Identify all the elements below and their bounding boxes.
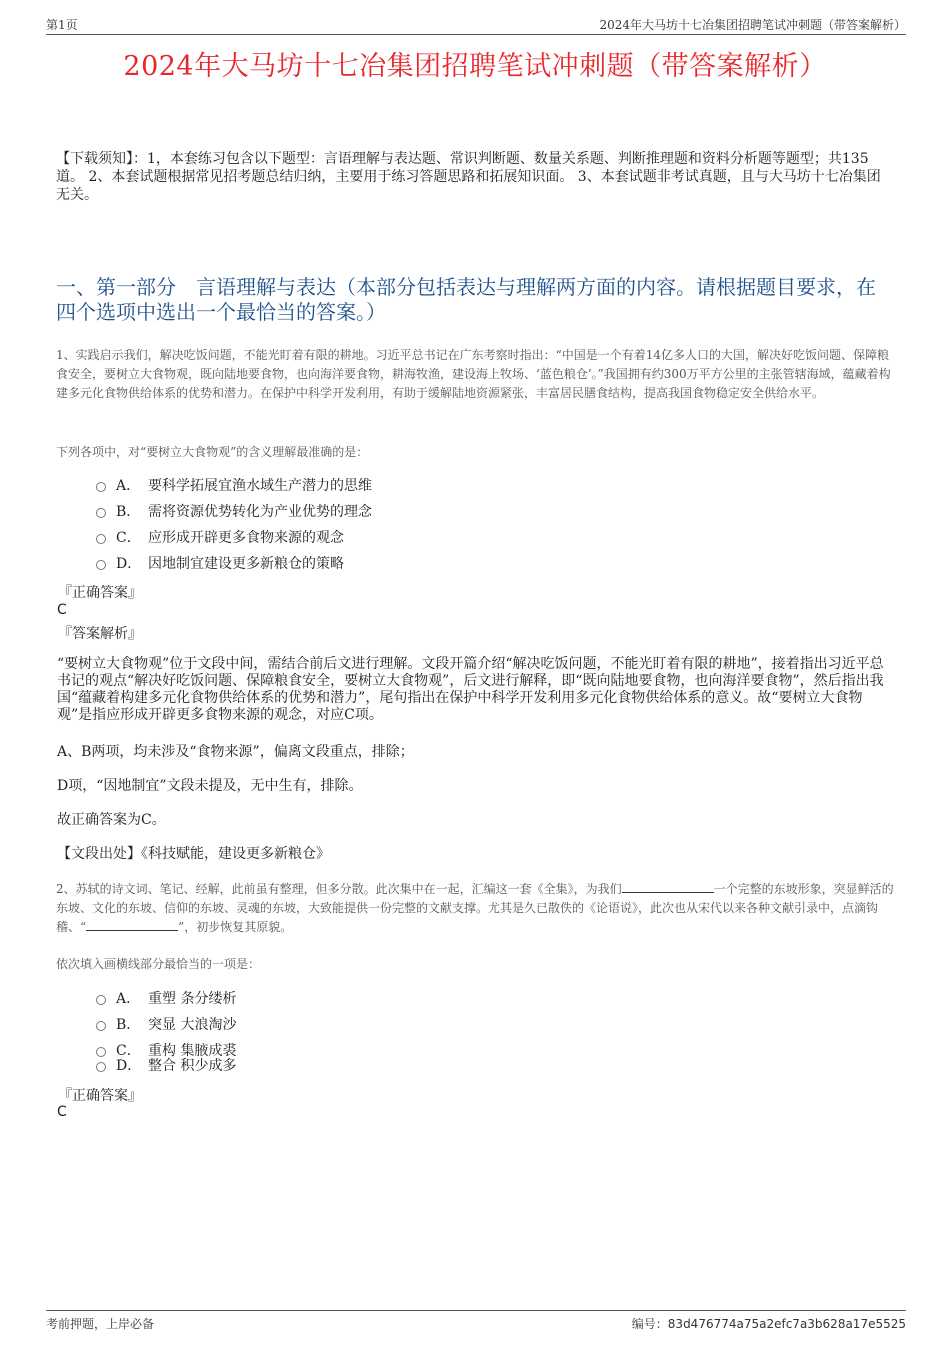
section-title: 一、第一部分 言语理解与表达（本部分包括表达与理解两方面的内容。请根据题目要求，在四个选项中选出一个最恰当的答案。） <box>56 275 876 324</box>
q2-option-d[interactable]: D． 整合 积少成多 <box>96 1056 236 1076</box>
q1-analysis-conclusion: 故正确答案为C。 <box>57 812 166 828</box>
q2-answer-label: 『正确答案』 <box>58 1088 142 1104</box>
page-footer <box>46 1310 906 1333</box>
q2-option-c[interactable]: C． 重构 集腋成裘 <box>96 1041 236 1061</box>
download-notice: 【下载须知】：1，本套练习包含以下题型：言语理解与表达题、常识判断题、数量关系题、判断推理题和资料分析题等题型；共135道。 2、本套试题根据常见招考题总结归纳，主要用于练习答题思路和拓展知识面。 3、本套试题非考试真题，且与大马坊十七冶集团无关。 <box>56 151 881 203</box>
radio-button[interactable] <box>96 560 106 570</box>
q2-option-a[interactable]: A． 重塑 条分缕析 <box>96 989 236 1009</box>
q1-analysis-ab: A、B两项，均未涉及“食物来源”，偏离文段重点，排除； <box>57 744 414 760</box>
page-header <box>46 14 906 35</box>
q1-option-b[interactable]: B． 需将资源优势转化为产业优势的理念 <box>96 502 372 522</box>
q2-passage: 2、苏轼的诗文词、笔记、经解，此前虽有整理，但多分散。此次集中在一起，汇编这一套《全集》，为我们 一个完整的东坡形象，突显鲜活的东坡、文化的东坡、信仰的东坡、灵魂的东坡，大致能提供一份完整的文献支撑。尤其是久已散佚的《论语说》，此次也从宋代以来各种文献引录中，点滴钩稽、“ ”，初步恢复其原貌。 <box>56 882 894 934</box>
radio-button[interactable] <box>96 1021 106 1031</box>
q1-option-a[interactable]: A． 要科学拓展宜渔水域生产潜力的思维 <box>96 476 372 496</box>
fill-blank-2 <box>86 918 178 931</box>
q1-option-c[interactable]: C． 应形成开辟更多食物来源的观念 <box>96 528 344 548</box>
footer-code: 编号：83d476774a75a2efc7a3b628a17e5525 <box>631 1317 906 1331</box>
q2-option-b[interactable]: B． 突显 大浪淘沙 <box>96 1015 236 1035</box>
q1-prompt: 下列各项中，对“要树立大食物观”的含义理解最准确的是： <box>56 445 369 459</box>
q1-analysis-label: 『答案解析』 <box>58 626 142 642</box>
q1-answer: C <box>57 602 67 618</box>
radio-button[interactable] <box>96 482 106 492</box>
q2-prompt: 依次填入画横线部分最恰当的一项是： <box>56 957 261 971</box>
footer-slogan: 考前押题，上岸必备 <box>46 1317 155 1331</box>
q1-passage: 1、实践启示我们，解决吃饭问题，不能光盯着有限的耕地。习近平总书记在广东考察时指出：“中国是一个有着14亿多人口的大国，解决好吃饭问题、保障粮食安全，要树立大食物观，既向陆地要食物，也向海洋要食物，耕海牧渔，建设海上牧场、‘蓝色粮仓’。”我国拥有约300万平方公里的主张管辖海域，蕴藏着构建多元化食物供给体系的优势和潜力。在保护中科学开发利用，有助于缓解陆地资源紧张，丰富居民膳食结构，提高我国食物稳定安全供给水平。 <box>56 348 891 400</box>
page-number: 第1页 <box>46 18 78 32</box>
q1-source: 【文段出处】《科技赋能，建设更多新粮仓》 <box>57 846 330 862</box>
radio-button[interactable] <box>96 508 106 518</box>
q2-answer: C <box>57 1104 67 1120</box>
header-doc-title: 2024年大马坊十七冶集团招聘笔试冲刺题（带答案解析） <box>599 18 906 32</box>
q1-analysis-d: D项，“因地制宜”文段未提及，无中生有，排除。 <box>57 778 363 794</box>
q1-option-d[interactable]: D． 因地制宜建设更多新粮仓的策略 <box>96 554 344 574</box>
document-title: 2024年大马坊十七冶集团招聘笔试冲刺题（带答案解析） <box>123 51 827 82</box>
q1-analysis-main: “要树立大食物观”位于文段中间，需结合前后文进行理解。文段开篇介绍“解决吃饭问题，不能光盯着有限的耕地”，接着指出习近平总书记的观点“解决好吃饭问题、保障粮食安全，要树立大食物观”，后文进行解释，即“既向陆地要食物，也向海洋要食物”，然后指出我国“蕴藏着构建多元化食物供给体系的优势和潜力”，尾句指出在保护中科学开发利用多元化食物供给体系的意义。故“要树立大食物观”是指应形成开辟更多食物来源的观念，对应C项。 <box>57 656 884 723</box>
q1-answer-label: 『正确答案』 <box>58 585 142 601</box>
fill-blank-1 <box>622 880 714 893</box>
radio-button[interactable] <box>96 1062 106 1072</box>
radio-button[interactable] <box>96 995 106 1005</box>
radio-button[interactable] <box>96 534 106 544</box>
